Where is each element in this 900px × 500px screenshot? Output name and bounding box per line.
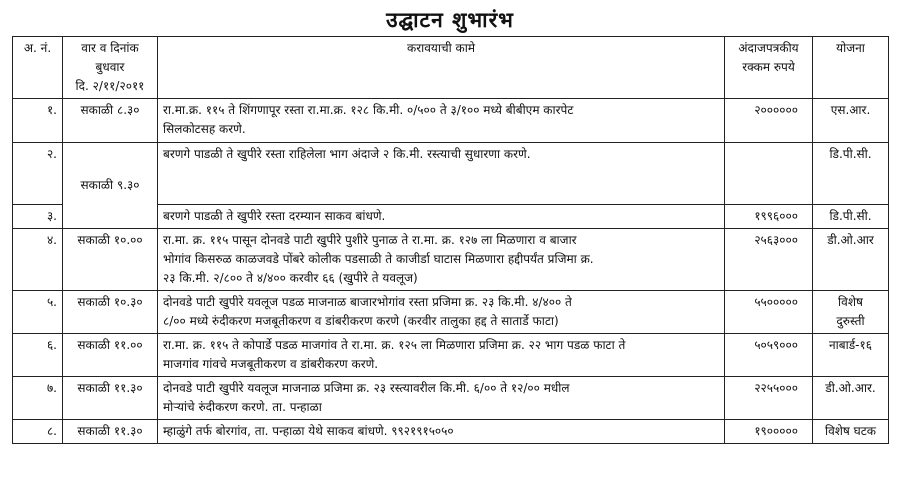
row-work: रा.मा.क्र. ११५ ते शिंगणापूर रस्ता रा.मा.क्र. १२८ कि.मी. ०/५०० ते ३/१०० मध्ये बीबीएम कारपेट सिलकोटसह करणे. — [158, 99, 725, 143]
row-yojana: नाबार्ड-१६ — [813, 334, 889, 377]
row-work: रा.मा. क्र. ११५ पासून दोनवडे पाटी खुपीरे पुशीरे पुनाळ ते रा.मा. क्र. १२७ ला मिळणारा व बाजार भोगांव किसरुळ काळजवडे पोंबरे कोलीक पडसाळी ते काजीर्डा घाटास मिळणारा हद्दीपर्यंत प्रजिमा क्र. २३ कि.मी. २/८०० ते ४/४०० करवीर ६६ (खुपीरे ते यवलूज) — [158, 229, 725, 291]
row-amount: २०००००० — [725, 99, 813, 143]
header-row — [13, 37, 889, 99]
row-yojana: एस.आर. — [813, 99, 889, 143]
row-time: सकाळी १०.३० — [63, 291, 158, 334]
row-number: ३. — [13, 205, 63, 229]
row-work: म्हाळुंगे तर्फ बोरगांव, ता. पन्हाळा येथे साकव बांधणे. ९९२१९१५०५० — [158, 420, 725, 444]
header-works: करावयाची कामे — [158, 37, 725, 99]
row-number: ६. — [13, 334, 63, 377]
table-row — [13, 334, 889, 377]
row-time: सकाळी ११.०० — [63, 334, 158, 377]
row-number: २. — [13, 143, 63, 205]
table-row — [13, 229, 889, 291]
header-sr-no: अ. नं. — [13, 37, 63, 99]
row-yojana: विशेष घटक — [813, 420, 889, 444]
row-time: सकाळी ११.३० — [63, 420, 158, 444]
row-amount — [725, 143, 813, 205]
row-number: ८. — [13, 420, 63, 444]
row-amount: २२५५००० — [725, 377, 813, 420]
table-row — [13, 143, 889, 205]
header-date: वार व दिनांक बुधवार दि. २/११/२०११ — [63, 37, 158, 99]
row-amount: २५६३००० — [725, 229, 813, 291]
table-row — [13, 99, 889, 143]
row-time: सकाळी ११.३० — [63, 377, 158, 420]
row-number: ७. — [13, 377, 63, 420]
row-time: सकाळी ८.३० — [63, 99, 158, 143]
row-work: रा.मा. क्र. ११५ ते कोपार्डे पडळ माजगांव ते रा.मा. क्र. १२५ ला मिळणारा प्रजिमा क्र. २२ भाग पडळ फाटा ते माजगांव गांवचे मजबूतीकरण व डांबरीकरण करणे. — [158, 334, 725, 377]
header-amount: अंदाजपत्रकीय रक्कम रुपये — [725, 37, 813, 99]
row-work: बरणगे पाडळी ते खुपीरे रस्ता राहिलेला भाग अंदाजे २ कि.मी. रस्त्याची सुधारणा करणे. — [158, 143, 725, 205]
row-number: ४. — [13, 229, 63, 291]
table-row — [13, 377, 889, 420]
row-yojana: डी.ओ.आर. — [813, 377, 889, 420]
row-yojana: डि.पी.सी. — [813, 143, 889, 205]
row-time: सकाळी १०.०० — [63, 229, 158, 291]
row-time: सकाळी ९.३० — [63, 143, 158, 229]
table-row — [13, 420, 889, 444]
row-amount: १९००००० — [725, 420, 813, 444]
table-row — [13, 291, 889, 334]
row-yojana: डि.पी.सी. — [813, 205, 889, 229]
row-amount: ५०५९००० — [725, 334, 813, 377]
row-work: दोनवडे पाटी खुपीरे यवलूज पडळ माजनाळ बाजारभोगांव रस्ता प्रजिमा क्र. २३ कि.मी. ४/४०० ते ८/०० मध्ये रुंदीकरण मजबूतीकरण व डांबरीकरण करणे (करवीर तालुका हद्द ते सातार्डे फाटा) — [158, 291, 725, 334]
row-work: बरणगे पाडळी ते खुपीरे रस्ता दरम्यान साकव बांधणे. — [158, 205, 725, 229]
row-work: दोनवडे पाटी खुपीरे यवलूज माजनाळ प्रजिमा क्र. २३ रस्त्यावरील कि.मी. ६/०० ते १२/०० मधील मोऱ्यांचे रुंदीकरण करणे. ता. पन्हाळा — [158, 377, 725, 420]
row-amount: १९९६००० — [725, 205, 813, 229]
row-amount: ५५००००० — [725, 291, 813, 334]
row-number: १. — [13, 99, 63, 143]
row-yojana: विशेष दुरुस्ती — [813, 291, 889, 334]
row-number: ५. — [13, 291, 63, 334]
header-yojana: योजना — [813, 37, 889, 99]
page-title: उद्घाटन शुभारंभ — [386, 8, 514, 32]
row-yojana: डी.ओ.आर — [813, 229, 889, 291]
works-table — [12, 36, 889, 444]
